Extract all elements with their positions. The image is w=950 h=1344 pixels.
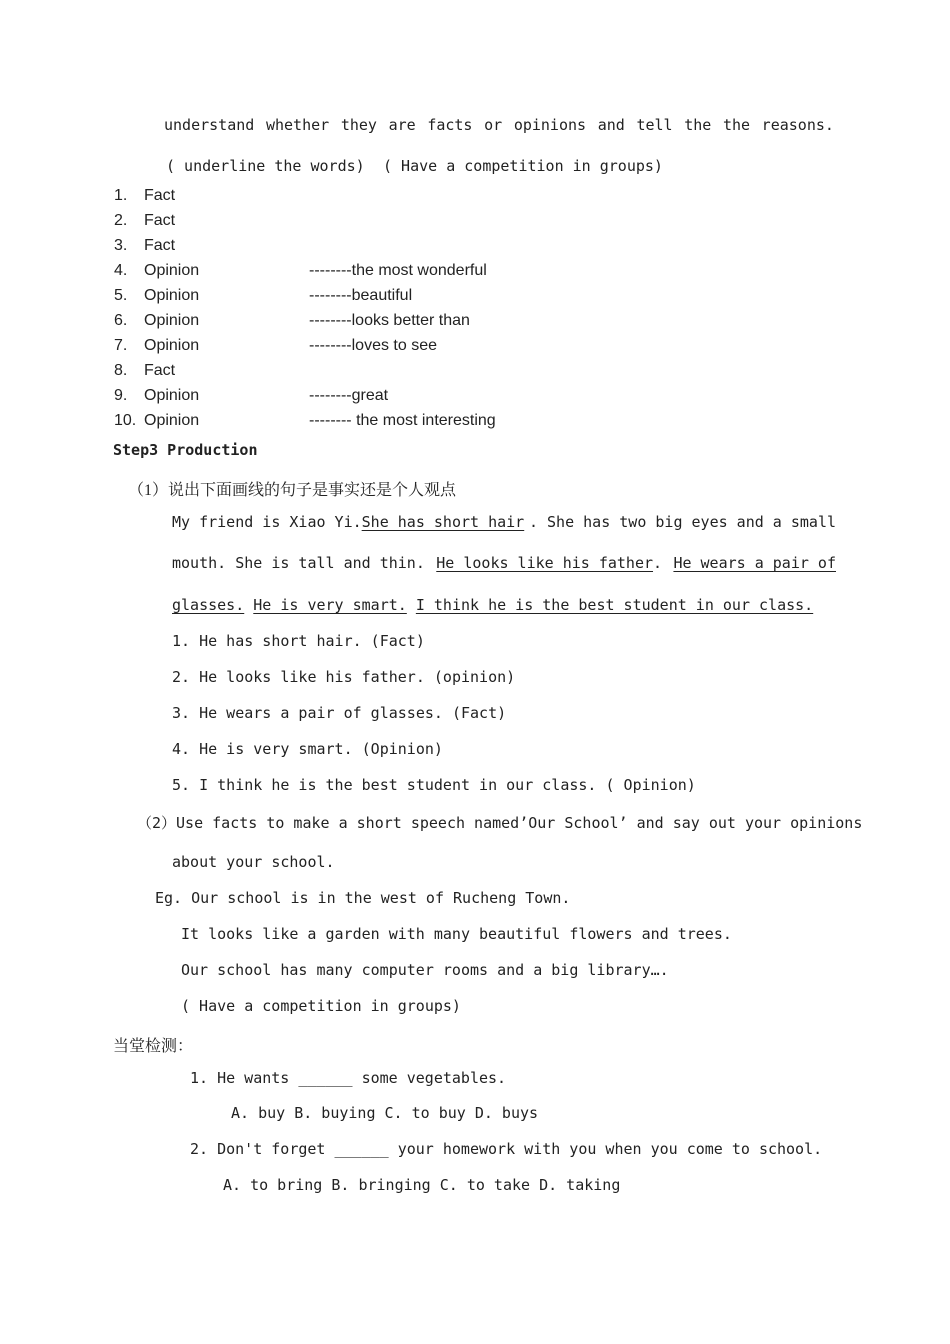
answer-item-4: 4. He is very smart. (Opinion): [172, 740, 443, 758]
answer-item-3: 3. He wears a pair of glasses. (Fact): [172, 704, 507, 722]
item-label: Opinion: [144, 337, 200, 354]
item-number: 4.: [114, 262, 128, 279]
question-1-options: A. buy B. buying C. to buy D. buys: [231, 1104, 539, 1122]
sentence: mouth. She is tall and thin.: [172, 554, 425, 572]
item-number: 6.: [114, 312, 128, 329]
underlined-sentence: I think he is the best student in our class.: [415, 596, 814, 614]
intro-line-2-right: ( Have a competition in groups): [383, 157, 663, 175]
list-item: [114, 287, 412, 311]
item-label: Fact: [144, 237, 176, 254]
intro-word: understand: [164, 116, 255, 134]
question-2: 2. Don't forget ______ your homework with you when you come to school.: [190, 1140, 823, 1158]
intro-word: they: [340, 116, 377, 134]
list-item: [114, 412, 496, 436]
item-label: Opinion: [144, 412, 200, 429]
paragraph-line-3: [172, 596, 813, 614]
item-label: Opinion: [144, 312, 200, 329]
underlined-sentence: He wears a pair of: [673, 554, 836, 572]
list-item: [114, 387, 388, 411]
example-line-2: It looks like a garden with many beautiful flowers and trees.: [181, 925, 732, 943]
punctuation: .: [653, 554, 663, 572]
item-number: 7.: [114, 337, 128, 354]
item-label: Fact: [144, 187, 176, 204]
example-line-3: Our school has many computer rooms and a big library….: [181, 961, 669, 979]
item-number: 1.: [114, 187, 128, 204]
paragraph-line-1: [172, 513, 836, 531]
underlined-sentence: He is very smart.: [253, 596, 407, 614]
answer-item-2: 2. He looks like his father. (opinion): [172, 668, 516, 686]
item-number: 5.: [114, 287, 128, 304]
item-number: 10.: [114, 412, 137, 429]
item-number: 3.: [114, 237, 128, 254]
item-label: Opinion: [144, 387, 200, 404]
part1-title: （1）说出下面画线的句子是事实还是个人观点: [128, 482, 457, 499]
step3-heading: Step3 Production: [113, 441, 258, 459]
item-note: --------the most wonderful: [309, 262, 487, 279]
intro-word: or: [484, 116, 503, 134]
list-item: [114, 237, 309, 261]
paragraph-line-2: [172, 554, 836, 572]
intro-word: tell: [636, 116, 673, 134]
intro-line-2-left: ( underline the words): [166, 157, 365, 175]
underlined-sentence: glasses.: [172, 596, 245, 614]
list-item: [114, 187, 309, 211]
intro-word: the: [684, 116, 712, 134]
item-note: -------- the most interesting: [309, 412, 496, 429]
part2-line-2: about your school.: [172, 853, 335, 871]
intro-word: facts: [427, 116, 473, 134]
test-heading: 当堂检测：: [113, 1038, 194, 1055]
item-label: Opinion: [144, 262, 200, 279]
item-note: --------looks better than: [309, 312, 470, 329]
item-note: --------great: [309, 387, 389, 404]
part2-line-1: （2）Use facts to make a short speech named’Our School’ and say out your opinions: [137, 814, 863, 832]
intro-word: opinions: [513, 116, 587, 134]
underlined-sentence: He looks like his father: [436, 554, 654, 572]
sentence: My friend is Xiao Yi.: [172, 513, 362, 531]
list-item: [114, 262, 487, 286]
item-label: Fact: [144, 212, 176, 229]
item-number: 8.: [114, 362, 128, 379]
item-number: 2.: [114, 212, 128, 229]
list-item: [114, 312, 470, 336]
intro-word: whether: [265, 116, 330, 134]
answer-item-5: 5. I think he is the best student in our class. ( Opinion): [172, 776, 696, 794]
intro-word: reasons.: [761, 116, 834, 134]
sentence: . She has two big eyes and a small: [528, 513, 836, 531]
question-2-options: A. to bring B. bringing C. to take D. taking: [223, 1176, 621, 1194]
example-line-1: Eg. Our school is in the west of Rucheng Town.: [155, 889, 571, 907]
intro-word: and: [597, 116, 625, 134]
list-item: [114, 212, 309, 236]
answer-item-1: 1. He has short hair. (Fact): [172, 632, 425, 650]
intro-word: the: [722, 116, 751, 134]
item-note: --------loves to see: [309, 337, 438, 354]
list-item: [114, 337, 437, 361]
underlined-sentence: She has short hair: [361, 513, 525, 531]
question-1: 1. He wants ______ some vegetables.: [190, 1069, 507, 1087]
example-line-4: ( Have a competition in groups): [181, 997, 461, 1015]
item-label: Opinion: [144, 287, 200, 304]
item-note: --------beautiful: [309, 287, 413, 304]
item-label: Fact: [144, 362, 176, 379]
item-number: 9.: [114, 387, 128, 404]
intro-word: are: [388, 116, 416, 134]
intro-line-1: [164, 116, 834, 134]
list-item: [114, 362, 309, 386]
